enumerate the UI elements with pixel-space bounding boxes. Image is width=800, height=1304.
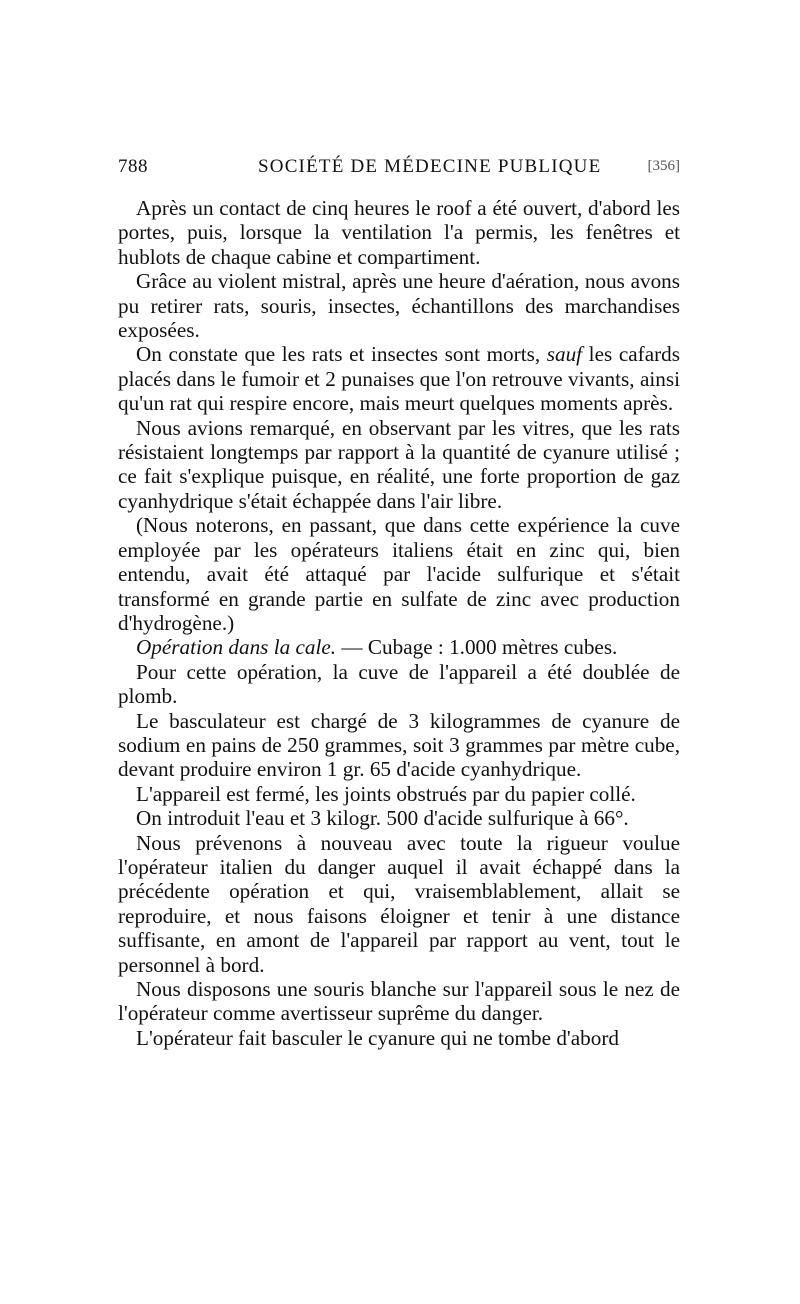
paragraph-text: — Cubage : 1.000 mètres cubes.	[336, 635, 618, 660]
paragraph-text: les cafards placés dans le fumoir et 2 punaises que l'on retrouve vivants, ainsi qu'un rat qui respire encore, mais meurt quelques moments après.	[118, 342, 680, 416]
paragraph: (Nous noterons, en passant, que dans cette expérience la cuve employée par les opérateurs italiens était en zinc qui, bien entendu, avait été attaqué par l'acide sulfurique et s'était transformé en grande partie en sulfate de zinc avec production d'hydrogène.)	[118, 513, 680, 635]
paragraph: Nous disposons une souris blanche sur l'appareil sous le nez de l'opérateur comme avertisseur suprême du danger.	[118, 977, 680, 1026]
paragraph	[118, 342, 680, 415]
paragraph: Nous prévenons à nouveau avec toute la rigueur voulue l'opérateur italien du danger auquel il avait échappé dans la précédente opération et qui, vraisemblablement, allait se reproduire, et nous faisons éloigner et tenir à une distance suffisante, en amont de l'appareil par rapport au vent, tout le personnel à bord.	[118, 830, 680, 977]
paragraph: Après un contact de cinq heures le roof a été ouvert, d'abord les portes, puis, lorsque la ventilation l'a permis, les fenêtres et hublots de chaque cabine et compartiment.	[118, 196, 680, 269]
italic-word: sauf	[546, 342, 583, 367]
paragraph: Nous avions remarqué, en observant par les vitres, que les rats résistaient longtemps par rapport à la quantité de cyanure utilisé ; ce fait s'explique puisque, en réalité, une forte proportion de gaz cyanhydrique s'était échappée dans l'air libre.	[118, 415, 680, 513]
page-number: 788	[118, 156, 148, 177]
paragraph: On introduit l'eau et 3 kilogr. 500 d'acide sulfurique à 66°.	[136, 806, 629, 831]
subheading-paragraph	[118, 635, 680, 659]
paragraph: Pour cette opération, la cuve de l'appareil a été doublée de plomb.	[118, 659, 680, 709]
body-text	[118, 196, 680, 1050]
paragraph: L'appareil est fermé, les joints obstrués par du papier collé.	[136, 781, 636, 806]
page-header	[118, 156, 680, 184]
paragraph: Le basculateur est chargé de 3 kilogrammes de cyanure de sodium en pains de 250 grammes, soit 3 grammes par mètre cube, devant produire environ 1 gr. 65 d'acide cyanhydrique.	[118, 708, 680, 782]
running-title: SOCIÉTÉ DE MÉDECINE PUBLIQUE	[258, 156, 602, 177]
paragraph: Grâce au violent mistral, après une heure d'aération, nous avons pu retirer rats, souris, insectes, échantillons des marchandises exposées.	[118, 269, 680, 343]
paragraph-text: On constate que les rats et insectes sont morts,	[136, 342, 547, 367]
paragraph: L'opérateur fait basculer le cyanure qui ne tombe d'abord	[136, 1025, 619, 1050]
subheading: Opération dans la cale.	[136, 635, 337, 660]
section-number: [356]	[647, 158, 680, 174]
